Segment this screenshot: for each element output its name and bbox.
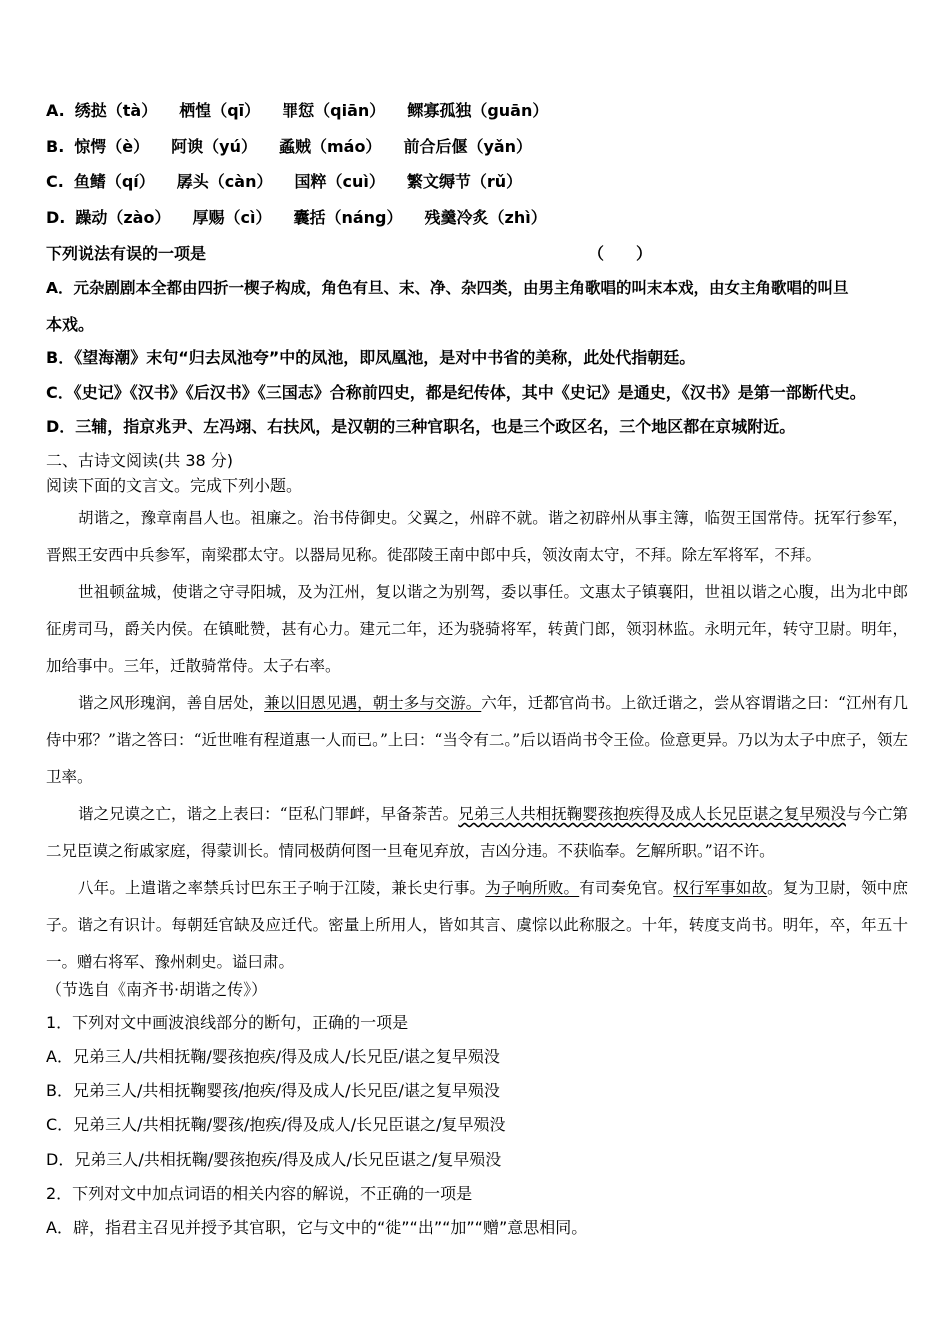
option-item: 繁文缛节（rǔ） [406, 172, 523, 191]
q1-option-d: D．兄弟三人/共相抚鞠/婴孩抱疾/得及成人/长兄臣谌之/复早殒没 [46, 1150, 502, 1169]
question-stem: 下列说法有误的一项是 [46, 244, 207, 263]
pinyin-option-c [46, 172, 544, 192]
underlined-sentence: 为子响所败。 [485, 879, 580, 897]
option-b: B．《望海潮》末句“归去凤池夸”中的凤池，即凤凰池，是对中书省的美称，此处代指朝廷。 [46, 348, 696, 367]
passage-paragraph-5 [46, 870, 908, 981]
text-run: 六年，迁都官尚书。上欲迁谐之，尝从容谓谐之曰：“江州有几侍中邪？”谐之答曰：“近世唯有程道惠一人而已。”上曰：“当令有二。”后以语尚书令王俭。俭意更异。乃以为太子中庶子，领左卫率。 [46, 694, 908, 786]
text-run: 谐之风形瑰润，善自居处， [78, 694, 265, 712]
passage-paragraph-2: 世祖顿盆城，使谐之守寻阳城，及为江州，复以谐之为别驾，委以事任。文惠太子镇襄阳，世祖以谐之心腹，出为北中郎征虏司马，爵关内侯。在镇毗赞，甚有心力。建元二年，还为骁骑将军，转黄门郎，领羽林监。永明元年，转守卫尉。明年，加给事中。三年，迁散骑常侍。太子右率。 [46, 583, 908, 675]
option-item: 残羹冷炙（zhì） [424, 208, 547, 227]
option-a-line2: 本戏。 [46, 315, 95, 334]
option-item: 前合后偃（yǎn） [403, 137, 533, 156]
option-item: 蟊贼（máo） [278, 137, 382, 156]
option-item: 躁动（zào） [75, 208, 171, 227]
q1-option-c: C．兄弟三人/共相抚鞠/婴孩/抱疾/得及成人/长兄臣谌之/复早殒没 [46, 1115, 506, 1134]
passage-paragraph-3 [46, 685, 908, 796]
option-item: 国粹（cuì） [294, 172, 385, 191]
option-item: 惊愕（è） [74, 137, 150, 156]
option-item: 阿谀（yú） [171, 137, 257, 156]
section-title: 二、古诗文阅读(共 38 分) [46, 451, 234, 470]
text-run: 谐之兄谟之亡，谐之上表曰：“臣私门罪衅，早备荼苦。 [78, 805, 459, 823]
option-item: 孱头（càn） [176, 172, 273, 191]
option-a-line1: A．元杂剧剧本全都由四折一楔子构成，角色有旦、末、净、杂四类，由男主角歌唱的叫末本戏，由女主角歌唱的叫旦 [46, 279, 849, 297]
option-item: 鳏寡孤独（guān） [407, 101, 549, 120]
option-d: D．三辅，指京兆尹、左冯翊、右扶风，是汉朝的三种官职名，也是三个政区名，三个地区都在京城附近。 [46, 417, 796, 436]
q1-option-b: B．兄弟三人/共相抚鞠婴孩/抱疾/得及成人/长兄臣/谌之复早殒没 [46, 1081, 500, 1100]
q2-stem: 2．下列对文中加点词语的相关内容的解说，不正确的一项是 [46, 1184, 473, 1203]
passage-paragraph-4 [46, 796, 908, 870]
text-run: 八年。上遣谐之率禁兵讨巴东王子响于江陵，兼长史行事。 [78, 879, 486, 897]
text-run: 。复为卫尉，领中庶子。谐之有识计。每朝廷官缺及应迁代。密量上所用人，皆如其言、虞悰以此称服之。十年，转度支尚书。明年，卒，年五十一。赠右将军、豫州刺史。谥曰肃。 [46, 879, 908, 971]
option-letter: D. [46, 208, 66, 227]
pinyin-option-a [46, 101, 570, 121]
option-item: 栖惶（qī） [179, 101, 261, 120]
q2-option-a: A．辟，指君主召见并授予其官职，它与文中的“徙”“出”“加”“赠”意思相同。 [46, 1218, 588, 1237]
pinyin-option-d [46, 208, 569, 228]
option-item: 鱼鳍（qí） [73, 172, 155, 191]
wavy-underlined-sentence: 兄弟三人共相抚鞠婴孩抱疾得及成人长兄臣谌之复早殒没 [458, 805, 846, 823]
passage [46, 500, 908, 981]
passage-paragraph-1: 胡谐之，豫章南昌人也。祖廉之。治书侍御史。父翼之，州辟不就。谐之初辟州从事主簿，临贺王国常侍。抚军行参军，晋熙王安西中兵参军，南梁郡太守。以器局见称。徙邵陵王南中郎中兵，领汝南太守，不拜。除左军将军，不拜。 [46, 509, 908, 564]
text-run: 有司奏免官。 [579, 879, 674, 897]
text-run: 与今亡第二兄臣谟之衔戚家庭，得蒙训长。情同极荫何图一旦奄见弃放，吉凶分违。不获临奉。乞解所职。”诏不许。 [46, 805, 908, 860]
option-letter: B. [46, 137, 65, 156]
option-letter: A. [46, 101, 65, 120]
option-item: 囊括（náng） [293, 208, 403, 227]
q1-option-a: A．兄弟三人/共相抚鞠/婴孩抱疾/得及成人/长兄臣/谌之复早殒没 [46, 1047, 500, 1066]
option-c: C．《史记》《汉书》《后汉书》《三国志》合称前四史，都是纪传体，其中《史记》是通史，《汉书》是第一部断代史。 [46, 383, 866, 402]
option-item: 绣挞（tà） [74, 101, 158, 120]
section-intro: 阅读下面的文言文。完成下列小题。 [46, 476, 303, 495]
option-item: 罪愆（qiān） [282, 101, 386, 120]
pinyin-option-b [46, 137, 554, 157]
answer-paren: （ ） [588, 244, 653, 263]
option-letter: C. [46, 172, 64, 191]
passage-source: （节选自《南齐书·胡谐之传》） [46, 980, 268, 999]
underlined-sentence: 权行军事如故 [673, 879, 768, 897]
underlined-sentence: 兼以旧恩见遇，朝士多与交游。 [264, 694, 482, 712]
option-item: 厚赐（cì） [192, 208, 272, 227]
q1-stem: 1．下列对文中画波浪线部分的断句，正确的一项是 [46, 1013, 409, 1032]
